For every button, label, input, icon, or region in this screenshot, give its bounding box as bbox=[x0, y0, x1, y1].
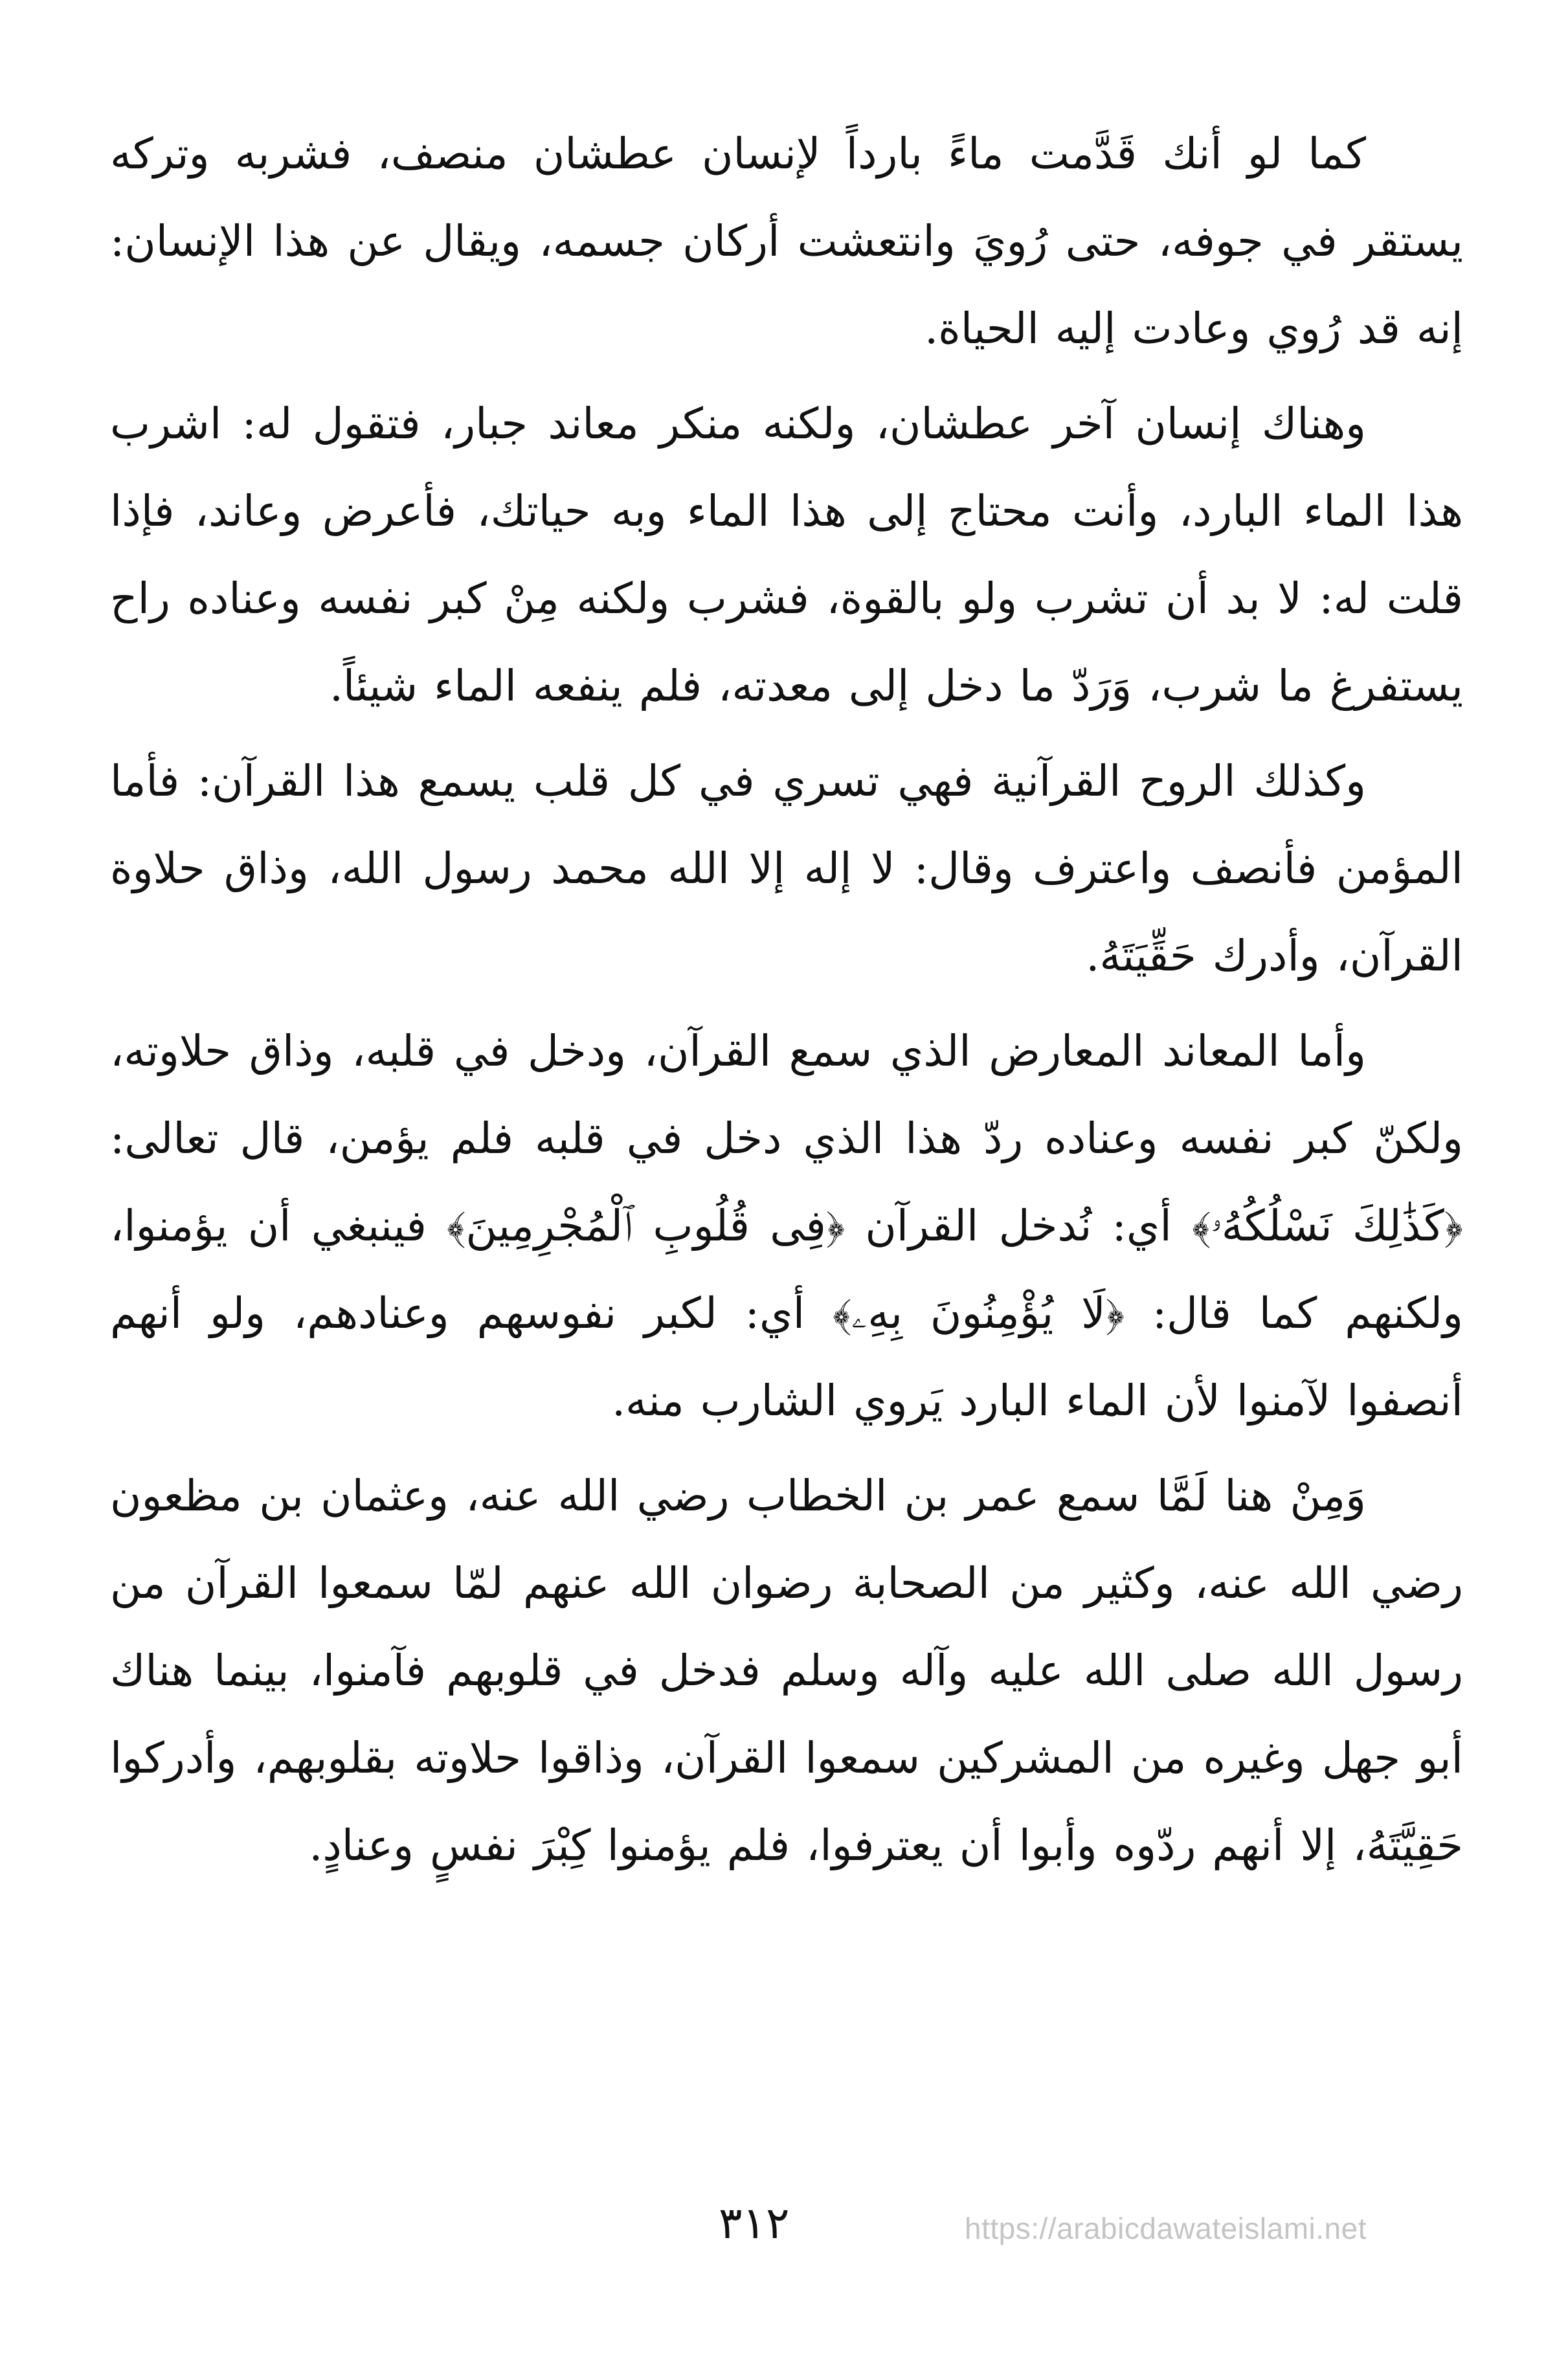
paragraph: وهناك إنسان آخر عطشان، ولكنه منكر معاند جبار، فتقول له: اشرب هذا الماء البارد، وأنت محتاج إلى هذا الماء وبه حياتك، فأعرض وعاند، فإذا قلت له: لا بد أن تشرب ولو بالقوة، فشرب ولكنه مِنْ كبر نفسه وعناده راح يستفرغ ما شرب، وَرَدّ ما دخل إلى معدته، فلم ينفعه الماء شيئاً. bbox=[110, 399, 1463, 711]
paragraph: وكذلك الروح القرآنية فهي تسري في كل قلب يسمع هذا القرآن: فأما المؤمن فأنصف واعترف وقال: لا إله إلا الله محمد رسول الله، وذاق حلاوة القرآن، وأدرك حَقِّيَتَهُ. bbox=[110, 756, 1463, 981]
watermark-url: https://arabicdawateislami.net bbox=[965, 2212, 1367, 2245]
paragraph: وَمِنْ هنا لَمَّا سمع عمر بن الخطاب رضي الله عنه، وعثمان بن مظعون رضي الله عنه، وكثير من الصحابة رضوان الله عنهم لمّا سمعوا القرآن من رسول الله صلى الله عليه وآله وسلم فدخل في قلوبهم فآمنوا، بينما هناك أبو جهل وغيره من المشركين سمعوا القرآن، وذاقوا حلاوته بقلوبهم، وأدركوا حَقِيَّتَهُ، إلا أنهم ردّوه وأبوا أن يعترفوا، فلم يؤمنوا كِبْرَ نفسٍ وعنادٍ. bbox=[110, 1471, 1463, 1870]
page-footer bbox=[0, 2198, 1568, 2269]
page-body bbox=[110, 110, 1463, 2221]
paragraph: وأما المعاند المعارض الذي سمع القرآن، ودخل في قلبه، وذاق حلاوته، ولكنّ كبر نفسه وعناده ردّ هذا الذي دخل في قلبه فلم يؤمن، قال تعالى: ﴿كَذَٰلِكَ نَسْلُكُهُۥ﴾ أي: نُدخل القرآن ﴿فِى قُلُوبِ ٱلْمُجْرِمِينَ﴾ فينبغي أن يؤمنوا، ولكنهم كما قال: ﴿لَا يُؤْمِنُونَ بِهِۦ﴾ أي: لكبر نفوسهم وعنادهم، ولو أنهم أنصفوا لآمنوا لأن الماء البارد يَروي الشارب منه. bbox=[110, 1026, 1463, 1426]
page-number: ٣١٢ bbox=[719, 2198, 790, 2249]
paragraph: كما لو أنك قَدَّمت ماءً بارداً لإنسان عطشان منصف، فشربه وتركه يستقر في جوفه، حتى رُويَ وانتعشت أركان جسمه، ويقال عن هذا الإنسان: إنه قد رُوي وعادت إليه الحياة. bbox=[110, 129, 1463, 353]
